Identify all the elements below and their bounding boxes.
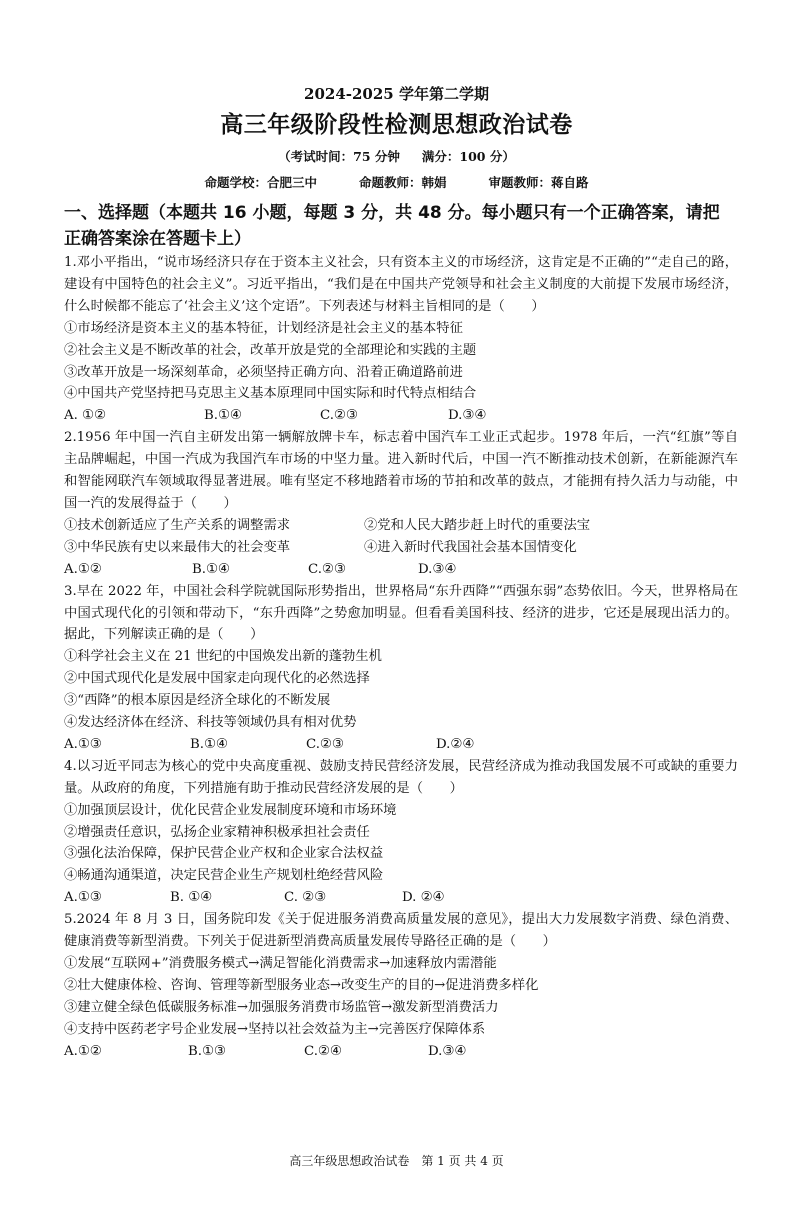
options-row bbox=[64, 1041, 738, 1063]
option-b: B.①④ bbox=[204, 408, 242, 424]
question-stem: 1.邓小平指出，“说市场经济只存在于资本主义社会，只有资本主义的市场经济，这肯定是不正确的”“走自己的路，建设有中国特色的社会主义”。习近平指出，“我们是在中国共产党领导和社会主义制度的大前提下发展市场经济，什么时候都不能忘了‘社会主义’这个定语”。下列表述与材料主旨相同的是（ ） bbox=[64, 255, 738, 314]
option-b: B.①④ bbox=[192, 561, 230, 577]
exam-info bbox=[0, 148, 793, 166]
statement: ②社会主义是不断改革的社会，改革开放是党的全部理论和实践的主题 bbox=[64, 342, 477, 358]
option-c: C.②④ bbox=[304, 1043, 342, 1059]
options-row bbox=[64, 887, 738, 909]
question-1 bbox=[64, 252, 738, 427]
statement: ④进入新时代我国社会基本国情变化 bbox=[364, 539, 577, 555]
statement: ③“西降”的根本原因是经济全球化的不断发展 bbox=[64, 693, 331, 709]
statement: ③中华民族有史以来最伟大的社会变革 bbox=[64, 539, 291, 555]
exam-reviewer: 审题教师：蒋自路 bbox=[488, 175, 589, 190]
option-a: A.①③ bbox=[64, 890, 102, 906]
option-c: C.②③ bbox=[308, 561, 346, 577]
statement: ③建立健全绿色低碳服务标准→加强服务消费市场监管→激发新型消费活力 bbox=[64, 999, 499, 1015]
statement: ④畅通沟通渠道，决定民营企业生产规划杜绝经营风险 bbox=[64, 868, 384, 884]
exam-authors bbox=[0, 174, 793, 192]
exam-title: 高三年级阶段性检测思想政治试卷 bbox=[220, 111, 573, 138]
questions-list bbox=[64, 252, 738, 1063]
statement: ③改革开放是一场深刻革命，必须坚持正确方向、沿着正确道路前进 bbox=[64, 364, 463, 380]
option-d: D. ②④ bbox=[402, 890, 445, 906]
option-d: D.②④ bbox=[436, 736, 475, 752]
option-d: D.③④ bbox=[418, 561, 457, 577]
statement: ②增强责任意识，弘扬企业家精神积极承担社会责任 bbox=[64, 824, 370, 840]
section-title: 一、选择题（本题共 16 小题，每题 3 分，共 48 分。每小题只有一个正确答案，请把正确答案涂在答题卡上） bbox=[64, 203, 720, 249]
option-b: B. ①④ bbox=[170, 890, 213, 906]
full-score: 满分：100 分） bbox=[421, 149, 515, 164]
exam-school: 命题学校：合肥三中 bbox=[204, 175, 317, 190]
option-c: C.②③ bbox=[306, 736, 344, 752]
option-a: A. ①② bbox=[64, 408, 106, 424]
statement: ④发达经济体在经济、科技等领域仍具有相对优势 bbox=[64, 715, 357, 731]
statement: ③强化法治保障，保护民营企业产权和企业家合法权益 bbox=[64, 846, 384, 862]
exam-time: （考试时间：75 分钟 bbox=[278, 149, 400, 164]
page-footer: 高三年级思想政治试卷 第 1 页 共 4 页 bbox=[289, 1154, 504, 1168]
statement: ①科学社会主义在 21 世纪的中国焕发出新的蓬勃生机 bbox=[64, 649, 382, 665]
option-a: A.①② bbox=[64, 561, 102, 577]
statement: ④中国共产党坚持把马克思主义基本原理同中国实际和时代特点相结合 bbox=[64, 386, 477, 402]
option-a: A.①③ bbox=[64, 736, 102, 752]
exam-page bbox=[0, 84, 793, 1205]
question-2 bbox=[64, 427, 738, 580]
exam-header bbox=[0, 84, 793, 192]
options-row bbox=[64, 405, 738, 427]
options-row bbox=[64, 559, 738, 581]
option-d: D.③④ bbox=[428, 1043, 467, 1059]
statement: ②壮大健康体检、咨询、管理等新型服务业态→改变生产的目的→促进消费多样化 bbox=[64, 977, 539, 993]
options-row bbox=[64, 734, 738, 756]
option-d: D.③④ bbox=[448, 408, 487, 424]
question-5 bbox=[64, 909, 738, 1062]
option-c: C. ②③ bbox=[284, 890, 326, 906]
option-b: B.①④ bbox=[190, 736, 228, 752]
exam-teacher: 命题教师：韩娟 bbox=[358, 175, 447, 190]
question-stem: 4.以习近平同志为核心的党中央高度重视、鼓励支持民营经济发展，民营经济成为推动我国发展不可或缺的重要力量。从政府的角度，下列措施有助于推动民营经济发展的是（ ） bbox=[64, 758, 738, 796]
question-stem: 2.1956 年中国一汽自主研发出第一辆解放牌卡车，标志着中国汽车工业正式起步。1978 年后，一汽“红旗”等自主品牌崛起，中国一汽成为我国汽车市场的中坚力量。进入新时代后，中国一汽不断推动技术创新，在新能源汽车和智能网联汽车领域取得显著进展。唯有坚定不移地踏着市场的节拍和改革的鼓点，才能拥有持久活力与动能，中国一汽的发展得益于（ ） bbox=[64, 430, 738, 511]
statement: ①发展“互联网+”消费服务模式→满足智能化消费需求→加速释放内需潜能 bbox=[64, 956, 497, 971]
question-stem: 3.早在 2022 年，中国社会科学院就国际形势指出，世界格局“东升西降”“西强东弱”态势依旧。今天，世界格局在中国式现代化的引领和带动下，“东升西降”之势愈加明显。但看看美国科技、经济的进步，它还是展现出活力的。据此，下列解读正确的是（ ） bbox=[64, 583, 738, 643]
option-a: A.①② bbox=[64, 1043, 102, 1059]
question-4 bbox=[64, 756, 738, 909]
statement: ①加强顶层设计，优化民营企业发展制度环境和市场环境 bbox=[64, 802, 397, 818]
statements-grid bbox=[64, 515, 738, 559]
semester-label: 2024-2025 学年第二学期 bbox=[304, 85, 489, 103]
statement: ①市场经济是资本主义的基本特征，计划经济是社会主义的基本特征 bbox=[64, 320, 463, 336]
question-stem: 5.2024 年 8 月 3 日，国务院印发《关于促进服务消费高质量发展的意见》，提出大力发展数字消费、绿色消费、健康消费等新型消费。下列关于促进新型消费高质量发展传导路径正确的是（ ） bbox=[64, 912, 738, 950]
question-3 bbox=[64, 581, 738, 756]
statement: ②中国式现代化是发展中国家走向现代化的必然选择 bbox=[64, 671, 370, 687]
option-c: C.②③ bbox=[320, 408, 358, 424]
option-b: B.①③ bbox=[188, 1043, 226, 1059]
statement: ②党和人民大踏步赶上时代的重要法宝 bbox=[364, 517, 591, 533]
statement: ④支持中医药老字号企业发展→坚持以社会效益为主→完善医疗保障体系 bbox=[64, 1021, 486, 1037]
statement: ①技术创新适应了生产关系的调整需求 bbox=[64, 517, 291, 533]
